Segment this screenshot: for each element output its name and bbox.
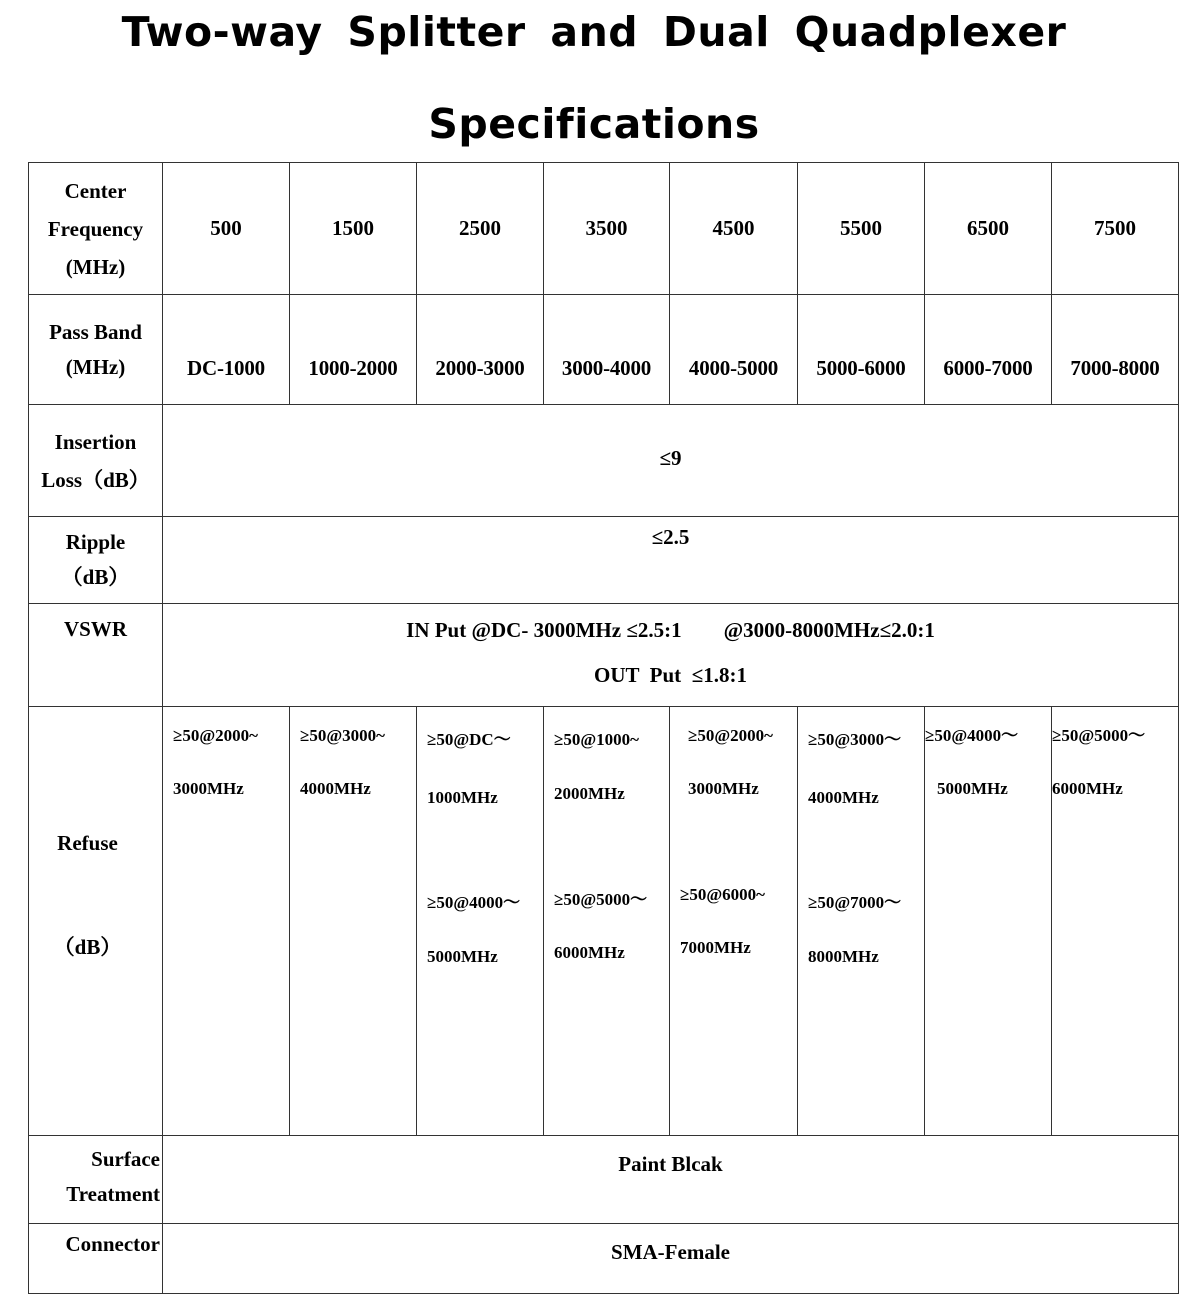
- ripple-value: ≤2.5: [163, 517, 1179, 604]
- row-insertion-loss: [29, 405, 1179, 517]
- specifications-table: [28, 162, 1179, 1294]
- refuse-band-a-start: ≥50@1000~: [554, 730, 639, 749]
- label-surface-treatment: Surface Treatment: [29, 1136, 163, 1224]
- insertion-loss-value: ≤9: [163, 405, 1179, 517]
- refuse-band-a-end: 3000MHz: [173, 779, 244, 798]
- refuse-band-b-start: ≥50@7000～: [808, 893, 902, 912]
- refuse-band-a-end: 3000MHz: [688, 779, 759, 798]
- vswr-input-spec: IN Put @DC- 3000MHz ≤2.5:1 @3000-8000MHz≤2.0:1: [406, 618, 935, 642]
- page-subtitle: Specifications: [428, 100, 760, 148]
- center-frequency-value: 5500: [798, 163, 925, 295]
- row-pass-band: [29, 295, 1179, 405]
- refuse-band-a-end: 2000MHz: [554, 784, 625, 803]
- refuse-band-b-end: 8000MHz: [808, 947, 879, 966]
- refuse-band-a-end: 4000MHz: [808, 788, 879, 807]
- pass-band-value: 7000-8000: [1052, 295, 1179, 405]
- surface-treatment-value: Paint Blcak: [163, 1136, 1179, 1224]
- pass-band-value: 6000-7000: [925, 295, 1052, 405]
- label-vswr: VSWR: [29, 604, 163, 707]
- vswr-output-spec: OUT Put ≤1.8:1: [594, 663, 747, 687]
- refuse-band-a-start: ≥50@DC～: [427, 730, 511, 749]
- label-ripple: Ripple （dB）: [29, 517, 163, 604]
- refuse-cell: [670, 707, 798, 1136]
- refuse-band-a-start: ≥50@2000~: [173, 726, 258, 745]
- refuse-cell: [417, 707, 544, 1136]
- pass-band-value: 4000-5000: [670, 295, 798, 405]
- refuse-band-a-start: ≥50@5000～: [1052, 726, 1146, 745]
- label-connector: Connector: [29, 1224, 163, 1294]
- refuse-band-a-start: ≥50@3000~: [300, 726, 385, 745]
- label-insertion-loss: Insertion Loss（dB）: [29, 405, 163, 517]
- label-pass-band: Pass Band (MHz): [29, 295, 163, 405]
- connector-value: SMA-Female: [163, 1224, 1179, 1294]
- refuse-cell: [925, 707, 1052, 1136]
- refuse-band-a-end: 4000MHz: [300, 779, 371, 798]
- refuse-cell: [798, 707, 925, 1136]
- center-frequency-value: 500: [163, 163, 290, 295]
- refuse-cell: [1052, 707, 1179, 1136]
- label-center-frequency: Center Frequency (MHz): [29, 163, 163, 295]
- refuse-band-b-end: 5000MHz: [427, 947, 498, 966]
- refuse-cell: [544, 707, 670, 1136]
- pass-band-value: 3000-4000: [544, 295, 670, 405]
- refuse-band-b-start: ≥50@6000~: [680, 885, 765, 904]
- refuse-band-b-end: 6000MHz: [554, 943, 625, 962]
- refuse-band-a-start: ≥50@3000～: [808, 730, 902, 749]
- refuse-band-a-end: 1000MHz: [427, 788, 498, 807]
- center-frequency-value: 1500: [290, 163, 417, 295]
- vswr-value: [163, 604, 1179, 707]
- page-title: Two-way Splitter and Dual Quadplexer: [121, 8, 1067, 56]
- row-center-frequency: [29, 163, 1179, 295]
- label-refuse: Refuse （dB）: [29, 707, 163, 1136]
- row-vswr: [29, 604, 1179, 707]
- refuse-cell: [290, 707, 417, 1136]
- pass-band-value: DC-1000: [163, 295, 290, 405]
- refuse-band-a-start: ≥50@2000~: [688, 726, 773, 745]
- pass-band-value: 2000-3000: [417, 295, 544, 405]
- refuse-band-a-end: 5000MHz: [937, 779, 1008, 798]
- center-frequency-value: 7500: [1052, 163, 1179, 295]
- center-frequency-value: 4500: [670, 163, 798, 295]
- row-ripple: [29, 517, 1179, 604]
- row-refuse: [29, 707, 1179, 1136]
- refuse-band-a-end: 6000MHz: [1052, 779, 1123, 798]
- pass-band-value: 5000-6000: [798, 295, 925, 405]
- center-frequency-value: 2500: [417, 163, 544, 295]
- center-frequency-value: 3500: [544, 163, 670, 295]
- row-surface-treatment: [29, 1136, 1179, 1224]
- refuse-band-a-start: ≥50@4000～: [925, 726, 1019, 745]
- row-connector: [29, 1224, 1179, 1294]
- refuse-band-b-start: ≥50@5000～: [554, 890, 648, 909]
- pass-band-value: 1000-2000: [290, 295, 417, 405]
- center-frequency-value: 6500: [925, 163, 1052, 295]
- refuse-band-b-end: 7000MHz: [680, 938, 751, 957]
- refuse-band-b-start: ≥50@4000～: [427, 893, 521, 912]
- refuse-cell: [163, 707, 290, 1136]
